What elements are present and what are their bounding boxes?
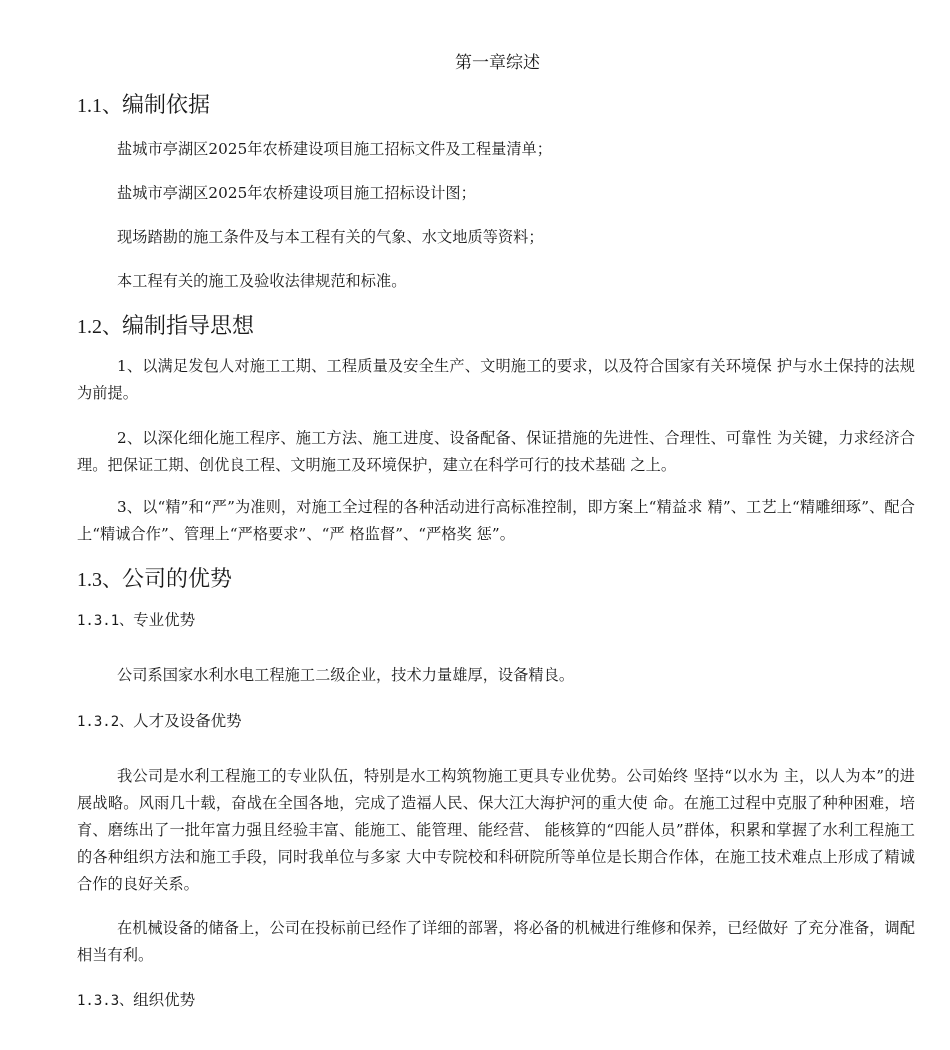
subsection-number: 1.3.2、 xyxy=(77,714,134,730)
section-heading-1-3 xyxy=(77,566,232,594)
subsection-heading-1-3-1 xyxy=(77,609,195,632)
paragraph: 2、以深化细化施工程序、施工方法、施工进度、设备配备、保证措施的先进性、合理性、可靠性 为关键，力求经济合理。把保证工期、创优良工程、文明施工及环境保护，建立在科学可行的技术基础 之上。 xyxy=(77,429,915,474)
subsection-title: 人才及设备优势 xyxy=(133,712,242,730)
subsection-heading-1-3-3 xyxy=(77,989,195,1012)
paragraph: 盐城市亭湖区2025年农桥建设项目施工招标设计图； xyxy=(117,184,476,202)
paragraph: 在机械设备的储备上，公司在投标前已经作了详细的部署，将必备的机械进行维修和保养，已经做好 了充分准备，调配相当有利。 xyxy=(77,919,915,964)
chapter-title: 第一章综述 xyxy=(455,53,540,73)
paragraph: 本工程有关的施工及验收法律规范和标准。 xyxy=(117,272,407,290)
subsection-number: 1.3.3、 xyxy=(77,993,134,1009)
section-heading-1-1 xyxy=(77,92,210,120)
subsection-number: 1.3.1、 xyxy=(77,613,134,629)
paragraph: 现场踏勘的施工条件及与本工程有关的气象、水文地质等资料； xyxy=(117,228,544,246)
section-number: 1.1、 xyxy=(77,95,122,117)
section-title: 公司的优势 xyxy=(122,567,233,592)
subsection-heading-1-3-2 xyxy=(77,710,242,733)
paragraph: 3、以“精”和“严”为准则，对施工全过程的各种活动进行高标准控制，即方案上“精益求 精”、工艺上“精雕细琢”、配合上“精诚合作”、管理上“严格要求”、“严 格监督”、“严格奖 惩”。 xyxy=(77,498,915,543)
section-title: 编制指导思想 xyxy=(122,314,255,339)
section-number: 1.2、 xyxy=(77,316,122,338)
paragraph: 1、以满足发包人对施工工期、工程质量及安全生产、文明施工的要求，以及符合国家有关环境保 护与水土保持的法规为前提。 xyxy=(77,357,915,402)
paragraph: 公司系国家水利水电工程施工二级企业，技术力量雄厚，设备精良。 xyxy=(117,666,575,684)
subsection-title: 专业优势 xyxy=(133,611,196,629)
paragraph: 我公司是水利工程施工的专业队伍，特别是水工构筑物施工更具专业优势。公司始终 坚持“以水为 主，以人为本”的进展战略。风雨几十载，奋战在全国各地，完成了造福人民、保大江大海护河的重大使 命。在施工过程中克服了种种困难，培育、磨练出了一批年富力强且经验丰富、能施工、能管理、能经营、 能核算的“四能人员”群体，积累和掌握了水利工程施工的各种组织方法和施工手段，同时我单位与多家 大中专院校和科研院所等单位是长期合作体，在施工技术难点上形成了精诚合作的良好关系。 xyxy=(77,767,915,893)
section-title: 编制依据 xyxy=(122,93,211,118)
section-heading-1-2 xyxy=(77,313,254,341)
section-number: 1.3、 xyxy=(77,569,122,591)
paragraph: 盐城市亭湖区2025年农桥建设项目施工招标文件及工程量清单； xyxy=(117,140,553,158)
subsection-title: 组织优势 xyxy=(133,991,196,1009)
